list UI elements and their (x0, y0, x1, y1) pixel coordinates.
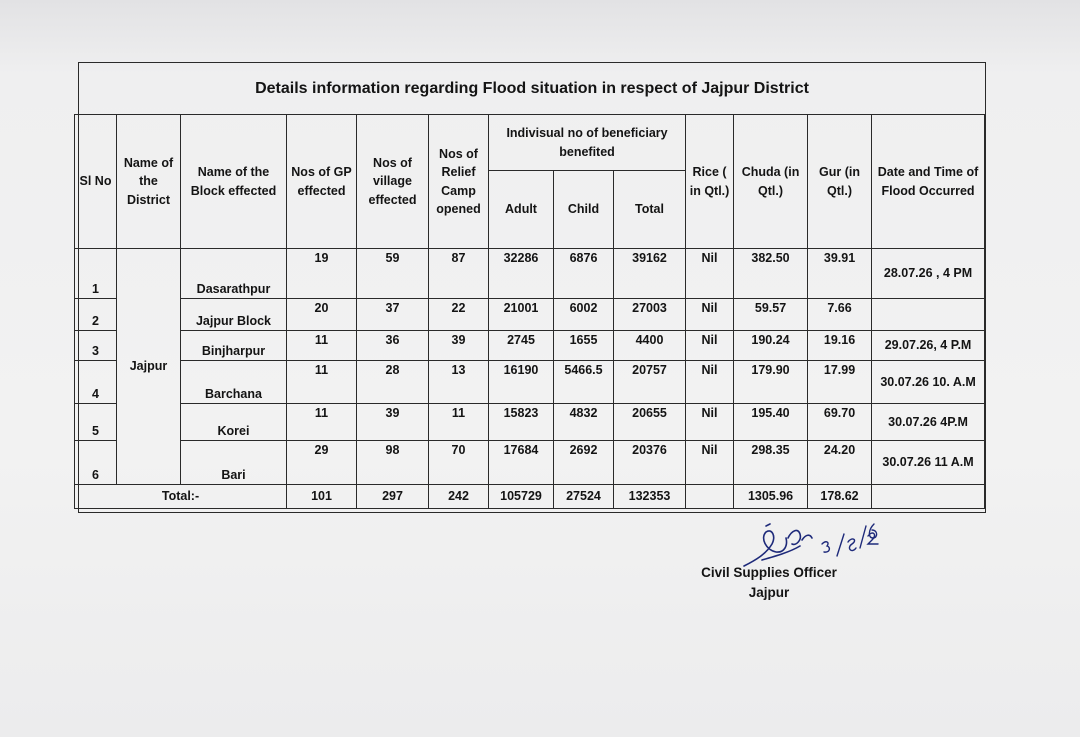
cell-camp: 13 (429, 361, 489, 404)
cell-rice: Nil (686, 361, 734, 404)
header-sl-no: Sl No (75, 115, 117, 249)
cell-date: 30.07.26 10. A.M (872, 361, 985, 404)
table-row (75, 404, 985, 441)
cell-sl: 4 (75, 361, 117, 404)
cell-block: Barchana (181, 361, 287, 404)
header-chuda: Chuda (in Qtl.) (734, 115, 808, 249)
cell-sl: 2 (75, 299, 117, 331)
cell-adult: 32286 (489, 249, 554, 299)
cell-child: 2692 (554, 441, 614, 485)
cell-child: 5466.5 (554, 361, 614, 404)
cell-total: 20655 (614, 404, 686, 441)
header-total: Total (614, 171, 686, 249)
header-gur: Gur (in Qtl.) (808, 115, 872, 249)
total-gp: 101 (287, 485, 357, 509)
table-row (75, 441, 985, 485)
cell-gur: 69.70 (808, 404, 872, 441)
table-row (75, 249, 985, 299)
total-chuda: 1305.96 (734, 485, 808, 509)
cell-chuda: 298.35 (734, 441, 808, 485)
cell-date: 29.07.26, 4 P.M (872, 331, 985, 361)
cell-chuda: 190.24 (734, 331, 808, 361)
cell-block: Jajpur Block (181, 299, 287, 331)
cell-gur: 39.91 (808, 249, 872, 299)
header-relief-camp: Nos of Relief Camp opened (429, 115, 489, 249)
cell-camp: 22 (429, 299, 489, 331)
cell-rice: Nil (686, 331, 734, 361)
cell-sl: 5 (75, 404, 117, 441)
cell-total: 39162 (614, 249, 686, 299)
table-row (75, 331, 985, 361)
cell-chuda: 179.90 (734, 361, 808, 404)
table-row (75, 361, 985, 404)
cell-gp: 11 (287, 361, 357, 404)
cell-child: 1655 (554, 331, 614, 361)
cell-child: 6876 (554, 249, 614, 299)
total-beneficiaries: 132353 (614, 485, 686, 509)
cell-camp: 70 (429, 441, 489, 485)
total-child: 27524 (554, 485, 614, 509)
cell-total: 27003 (614, 299, 686, 331)
header-gp: Nos of GP effected (287, 115, 357, 249)
cell-gp: 29 (287, 441, 357, 485)
cell-gp: 11 (287, 404, 357, 441)
total-date (872, 485, 985, 509)
cell-village: 39 (357, 404, 429, 441)
totals-row (75, 485, 985, 509)
header-block: Name of the Block effected (181, 115, 287, 249)
total-gur: 178.62 (808, 485, 872, 509)
cell-sl: 6 (75, 441, 117, 485)
cell-rice: Nil (686, 299, 734, 331)
cell-village: 98 (357, 441, 429, 485)
cell-total: 4400 (614, 331, 686, 361)
officer-place: Jajpur (748, 585, 790, 600)
header-adult: Adult (489, 171, 554, 249)
officer-designation: Civil Supplies Officer (701, 565, 837, 580)
cell-date: 28.07.26 , 4 PM (872, 249, 985, 299)
total-village: 297 (357, 485, 429, 509)
cell-gp: 11 (287, 331, 357, 361)
cell-sl: 1 (75, 249, 117, 299)
total-adult: 105729 (489, 485, 554, 509)
cell-adult: 16190 (489, 361, 554, 404)
header-date-time: Date and Time of Flood Occurred (872, 115, 985, 249)
cell-sl: 3 (75, 331, 117, 361)
header-rice: Rice ( in Qtl.) (686, 115, 734, 249)
cell-child: 4832 (554, 404, 614, 441)
cell-gur: 17.99 (808, 361, 872, 404)
cell-village: 59 (357, 249, 429, 299)
cell-rice: Nil (686, 249, 734, 299)
handwritten-signature (742, 516, 882, 570)
total-rice (686, 485, 734, 509)
cell-adult: 15823 (489, 404, 554, 441)
cell-gur: 19.16 (808, 331, 872, 361)
table-row (75, 299, 985, 331)
flood-details-table (74, 114, 985, 509)
cell-child: 6002 (554, 299, 614, 331)
cell-gur: 24.20 (808, 441, 872, 485)
cell-chuda: 195.40 (734, 404, 808, 441)
cell-block: Korei (181, 404, 287, 441)
cell-block: Binjharpur (181, 331, 287, 361)
cell-village: 36 (357, 331, 429, 361)
cell-total: 20757 (614, 361, 686, 404)
cell-chuda: 382.50 (734, 249, 808, 299)
cell-gur: 7.66 (808, 299, 872, 331)
header-beneficiary-group: Indivisual no of beneficiary benefited (489, 115, 686, 171)
cell-block: Dasarathpur (181, 249, 287, 299)
header-child: Child (554, 171, 614, 249)
cell-gp: 20 (287, 299, 357, 331)
cell-camp: 39 (429, 331, 489, 361)
document-title: Details information regarding Flood situation in respect of Jajpur District (255, 80, 809, 97)
cell-adult: 21001 (489, 299, 554, 331)
cell-rice: Nil (686, 441, 734, 485)
cell-total: 20376 (614, 441, 686, 485)
cell-block: Bari (181, 441, 287, 485)
header-row-top (75, 115, 985, 171)
handwritten-date (822, 524, 878, 556)
header-village: Nos of village effected (357, 115, 429, 249)
cell-date: 30.07.26 11 A.M (872, 441, 985, 485)
cell-gp: 19 (287, 249, 357, 299)
cell-camp: 11 (429, 404, 489, 441)
cell-date: 30.07.26 4P.M (872, 404, 985, 441)
total-camp: 242 (429, 485, 489, 509)
cell-camp: 87 (429, 249, 489, 299)
cell-adult: 17684 (489, 441, 554, 485)
cell-adult: 2745 (489, 331, 554, 361)
signature-block (684, 563, 854, 603)
cell-chuda: 59.57 (734, 299, 808, 331)
cell-village: 37 (357, 299, 429, 331)
totals-label: Total:- (75, 485, 287, 509)
cell-date (872, 299, 985, 331)
cell-district: Jajpur (117, 249, 181, 485)
cell-village: 28 (357, 361, 429, 404)
header-district: Name of the District (117, 115, 181, 249)
cell-rice: Nil (686, 404, 734, 441)
